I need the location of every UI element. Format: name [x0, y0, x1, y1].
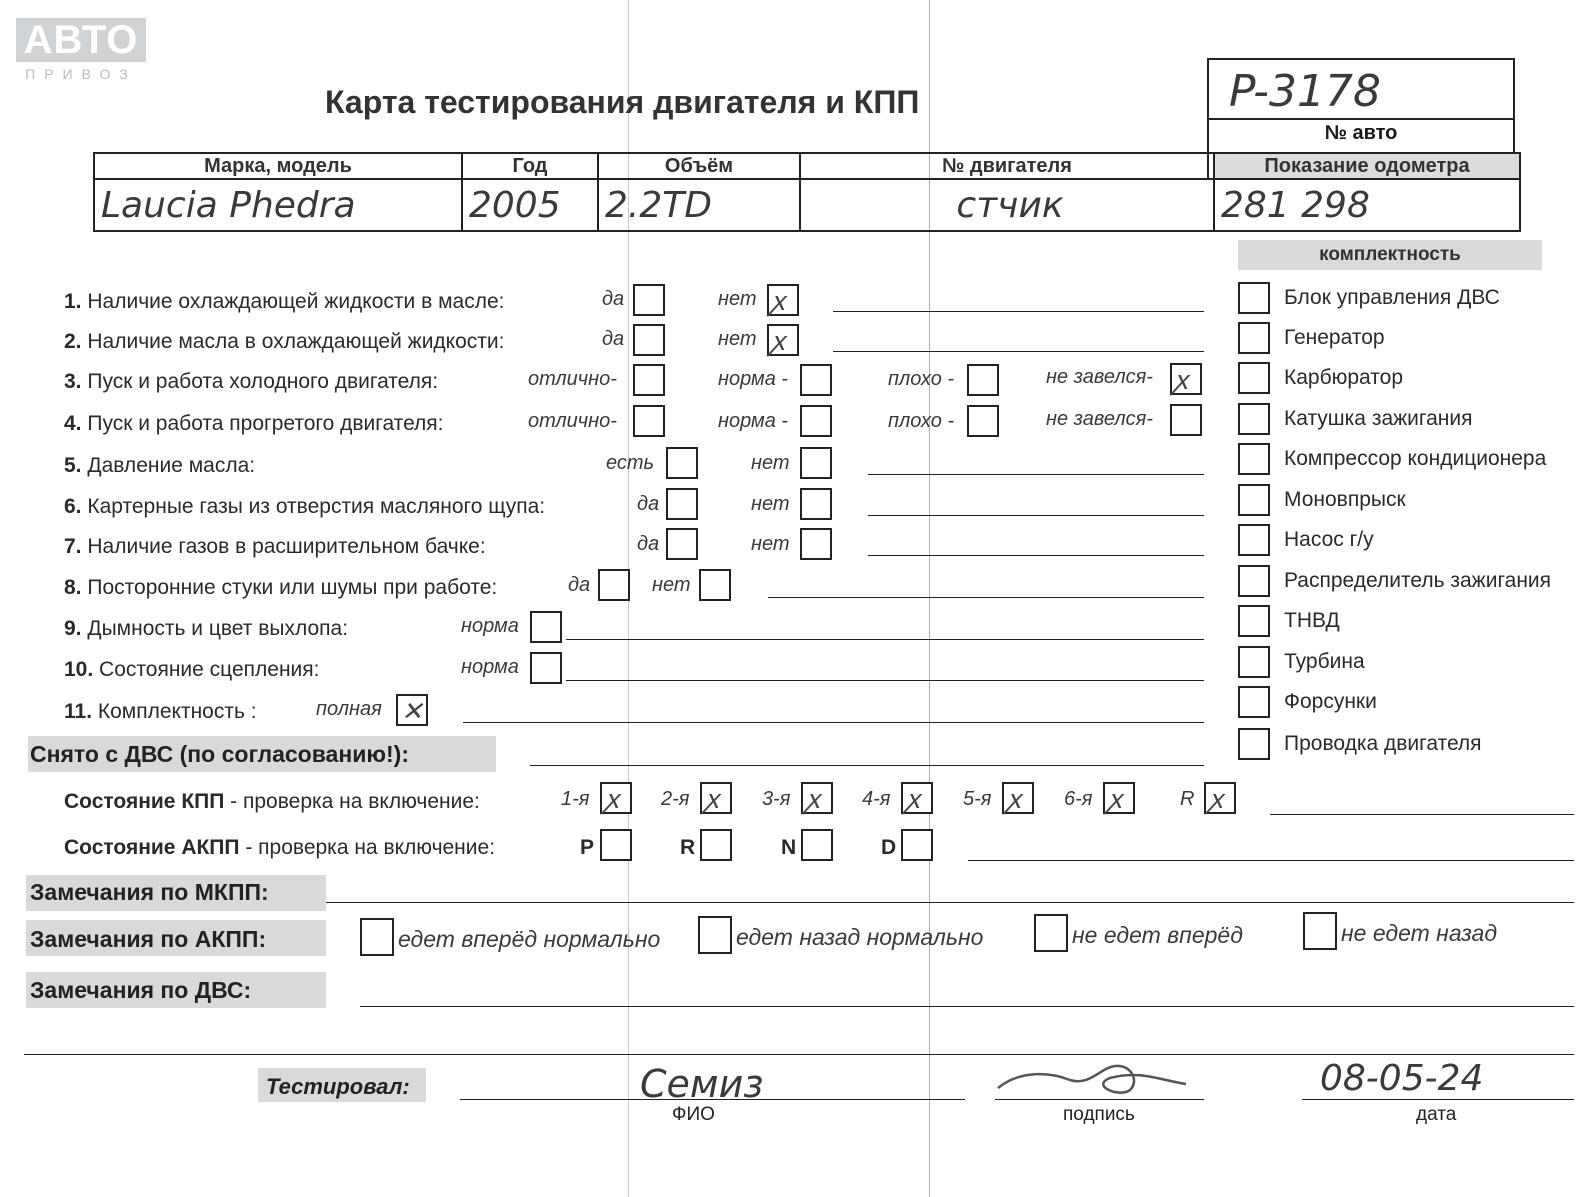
remarks-dvs-label: Замечания по ДВС: — [30, 977, 252, 1003]
akpp-reverse-ok-checkbox[interactable] — [698, 916, 732, 954]
option-label: не завелся- — [1046, 408, 1153, 430]
kpp-gear-3-checkbox[interactable]: ꭗ — [801, 782, 833, 814]
komplekt-item: Компрессор кондиционера — [1284, 447, 1547, 470]
question-7: 7. Наличие газов в расширительном бачке: — [64, 535, 486, 558]
akpp-option-label: не едет назад — [1341, 920, 1498, 946]
option-label: отлично- — [528, 368, 617, 390]
q6-comment-line — [868, 515, 1204, 516]
akpp-no-forward-checkbox[interactable] — [1034, 914, 1068, 952]
akpp-no-reverse-checkbox[interactable] — [1303, 912, 1337, 950]
option-label: нет — [718, 328, 757, 350]
header-value-year: 2005 — [462, 179, 598, 231]
vehicle-header-table — [93, 152, 1521, 232]
header-value-model: Laucia Phedra — [94, 179, 462, 231]
q9-comment-line — [566, 639, 1204, 640]
akpp-gear-label: P — [580, 836, 595, 859]
akpp-option-label: едет назад нормально — [736, 924, 984, 950]
option-label: норма - — [718, 410, 789, 432]
fio-label: ФИО — [672, 1104, 715, 1125]
q3-not-started-checkbox[interactable]: ꭗ — [1170, 363, 1202, 395]
header-value-odometer: 281 298 — [1214, 179, 1520, 231]
fio-line — [460, 1099, 965, 1100]
q10-comment-line — [566, 680, 1204, 681]
q4-bad-checkbox[interactable] — [967, 405, 999, 437]
q4-excellent-checkbox[interactable] — [633, 405, 665, 437]
q3-normal-checkbox[interactable] — [800, 364, 832, 396]
question-10: 10. Состояние сцепления: — [64, 658, 320, 681]
option-label: отлично- — [528, 410, 617, 432]
remarks-mkpp-line — [326, 902, 1574, 903]
question-5: 5. Давление масла: — [64, 454, 256, 477]
header-value-volume: 2.2TD — [598, 179, 800, 231]
komplekt-turbo-checkbox[interactable] — [1238, 646, 1270, 678]
question-8: 8. Посторонние стуки или шумы при работе: — [64, 576, 498, 599]
akpp-line — [968, 860, 1574, 861]
date-line — [1302, 1099, 1574, 1100]
date-value: 08-05-24 — [1320, 1058, 1484, 1099]
komplekt-ecu-checkbox[interactable] — [1238, 282, 1270, 314]
remarks-dvs-line — [360, 1006, 1574, 1007]
q1-comment-line — [833, 311, 1204, 312]
question-9: 9. Дымность и цвет выхлопа: — [64, 617, 349, 640]
komplekt-injection-pump-checkbox[interactable] — [1238, 605, 1270, 637]
q10-normal-checkbox[interactable] — [530, 652, 562, 684]
q2-no-checkbox[interactable]: ꭗ — [767, 324, 799, 356]
komplekt-ignition-coil-checkbox[interactable] — [1238, 403, 1270, 435]
question-1: 1. Наличие охлаждающей жидкости в масле: — [64, 290, 505, 313]
kpp-label: Состояние КПП - проверка на включение: — [64, 790, 480, 813]
question-6: 6. Картерные газы из отверстия масляного щупа: — [64, 495, 546, 518]
option-label: полная — [316, 698, 382, 720]
q9-normal-checkbox[interactable] — [530, 611, 562, 643]
komplekt-ac-compressor-checkbox[interactable] — [1238, 443, 1270, 475]
logo-subtitle: ПРИВОЗ — [25, 66, 137, 82]
option-label: плохо - — [888, 368, 955, 390]
option-label: нет — [751, 533, 790, 555]
q7-yes-checkbox[interactable] — [666, 528, 698, 560]
signature — [990, 1050, 1190, 1100]
auto-number-label: № авто — [1324, 122, 1398, 144]
komplekt-item: Форсунки — [1284, 690, 1377, 713]
auto-number-value: P-3178 — [1229, 66, 1381, 117]
gear-label: R — [1180, 788, 1195, 810]
komplekt-item: Турбина — [1284, 650, 1365, 673]
option-label: есть — [606, 452, 655, 474]
question-11: 11. Комплектность : — [64, 700, 257, 723]
q5-yes-checkbox[interactable] — [666, 447, 698, 479]
signature-label: подпись — [1063, 1104, 1135, 1125]
q7-no-checkbox[interactable] — [800, 528, 832, 560]
q11-comment-line — [463, 722, 1204, 723]
remarks-mkpp-label: Замечания по МКПП: — [30, 879, 269, 905]
option-label: да — [568, 574, 591, 596]
q2-comment-line — [833, 351, 1204, 352]
q8-no-checkbox[interactable] — [699, 569, 731, 601]
q6-yes-checkbox[interactable] — [666, 488, 698, 520]
gear-label: 2-я — [661, 788, 690, 810]
q4-normal-checkbox[interactable] — [800, 405, 832, 437]
gear-label: 3-я — [762, 788, 791, 810]
akpp-gear-label: N — [781, 836, 797, 859]
q3-excellent-checkbox[interactable] — [633, 364, 665, 396]
option-label: да — [637, 493, 660, 515]
q11-full-checkbox[interactable]: ✕ — [396, 694, 428, 726]
question-2: 2. Наличие масла в охлаждающей жидкости: — [64, 330, 505, 353]
akpp-option-label: не едет вперёд — [1072, 922, 1243, 948]
q1-yes-checkbox[interactable] — [633, 284, 665, 316]
akpp-p-checkbox[interactable] — [600, 829, 632, 861]
komplekt-item: Генератор — [1284, 326, 1385, 349]
signature-line — [995, 1099, 1204, 1100]
header-value-engine-no: стчик — [800, 179, 1214, 231]
header-label-volume: Объём — [598, 153, 800, 179]
kpp-gear-r-checkbox[interactable]: ꭗ — [1204, 782, 1236, 814]
kpp-line — [1270, 814, 1574, 815]
option-label: норма - — [718, 368, 789, 390]
tested-label: Тестировал: — [266, 1074, 410, 1099]
komplekt-monoinjection-checkbox[interactable] — [1238, 484, 1270, 516]
logo: АВТО — [16, 18, 146, 62]
option-label: да — [602, 328, 625, 350]
option-label: норма — [461, 656, 519, 678]
q5-no-checkbox[interactable] — [800, 447, 832, 479]
akpp-r-checkbox[interactable] — [700, 829, 732, 861]
removed-line — [530, 765, 1204, 766]
removed-label: Снято с ДВС (по согласованию!): — [30, 741, 409, 767]
akpp-label: Состояние АКПП - проверка на включение: — [64, 836, 496, 859]
question-3: 3. Пуск и работа холодного двигателя: — [64, 370, 439, 393]
q7-comment-line — [868, 555, 1204, 556]
akpp-forward-ok-checkbox[interactable] — [360, 918, 394, 956]
option-label: да — [602, 288, 625, 310]
kpp-gear-2-checkbox[interactable]: ꭗ — [700, 782, 732, 814]
option-label: да — [637, 533, 660, 555]
komplekt-ps-pump-checkbox[interactable] — [1238, 524, 1270, 556]
option-label: нет — [652, 574, 691, 596]
q3-bad-checkbox[interactable] — [967, 364, 999, 396]
komplekt-item: ТНВД — [1284, 609, 1340, 632]
kpp-gear-6-checkbox[interactable]: ꭗ — [1103, 782, 1135, 814]
header-label-year: Год — [462, 153, 598, 179]
option-label: не завелся- — [1046, 366, 1153, 388]
komplekt-item: Блок управления ДВС — [1284, 286, 1500, 309]
komplekt-wiring-checkbox[interactable] — [1238, 728, 1270, 760]
date-label: дата — [1416, 1104, 1457, 1125]
komplekt-item: Распределитель зажигания — [1284, 569, 1552, 592]
question-4: 4. Пуск и работа прогретого двигателя: — [64, 412, 444, 435]
gear-label: 5-я — [963, 788, 992, 810]
header-label-odometer: Показание одометра — [1214, 153, 1520, 179]
remarks-dvs-line-2 — [24, 1054, 1574, 1055]
header-label-engine-no: № двигателя — [800, 153, 1214, 179]
akpp-d-checkbox[interactable] — [901, 829, 933, 861]
option-label: норма — [461, 615, 519, 637]
akpp-n-checkbox[interactable] — [801, 829, 833, 861]
q4-not-started-checkbox[interactable] — [1170, 404, 1202, 436]
kpp-gear-1-checkbox[interactable]: ꭗ — [600, 782, 632, 814]
akpp-gear-label: D — [881, 836, 897, 859]
q8-yes-checkbox[interactable] — [598, 569, 630, 601]
header-label-model: Марка, модель — [94, 153, 462, 179]
komplekt-item: Моновпрыск — [1284, 488, 1406, 511]
q8-comment-line — [768, 597, 1204, 598]
q6-no-checkbox[interactable] — [800, 488, 832, 520]
page-title: Карта тестирования двигателя и КПП — [325, 84, 920, 120]
komplekt-injectors-checkbox[interactable] — [1238, 686, 1270, 718]
option-label: нет — [718, 288, 757, 310]
komplekt-item: Карбюратор — [1284, 366, 1404, 389]
option-label: нет — [751, 452, 790, 474]
q1-no-checkbox[interactable]: ꭗ — [767, 284, 799, 316]
option-label: нет — [751, 493, 790, 515]
akpp-option-label: едет вперёд нормально — [398, 926, 661, 952]
komplekt-title: комплектность — [1319, 244, 1461, 265]
q2-yes-checkbox[interactable] — [633, 324, 665, 356]
komplekt-item: Насос г/у — [1284, 528, 1374, 551]
q5-comment-line — [868, 474, 1204, 475]
gear-label: 4-я — [862, 788, 891, 810]
komplekt-carburetor-checkbox[interactable] — [1238, 362, 1270, 394]
kpp-gear-5-checkbox[interactable]: ꭗ — [1002, 782, 1034, 814]
komplekt-item: Катушка зажигания — [1284, 407, 1473, 430]
komplekt-generator-checkbox[interactable] — [1238, 322, 1270, 354]
komplekt-item: Проводка двигателя — [1284, 732, 1482, 755]
komplekt-distributor-checkbox[interactable] — [1238, 565, 1270, 597]
fio-value: Семиз — [640, 1062, 764, 1106]
option-label: плохо - — [888, 410, 955, 432]
remarks-akpp-label: Замечания по АКПП: — [30, 926, 267, 952]
gear-label: 1-я — [561, 788, 590, 810]
gear-label: 6-я — [1064, 788, 1093, 810]
akpp-gear-label: R — [680, 836, 696, 859]
kpp-gear-4-checkbox[interactable]: ꭗ — [901, 782, 933, 814]
